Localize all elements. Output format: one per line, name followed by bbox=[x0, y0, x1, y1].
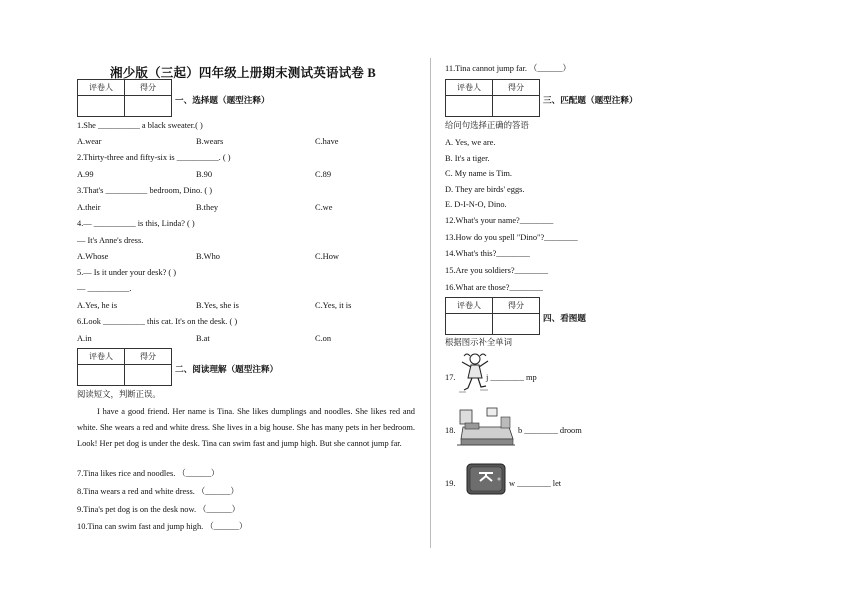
score-table-1 bbox=[77, 79, 172, 117]
q6-option-a: A.in bbox=[77, 334, 92, 343]
match-option-b: B. It's a tiger. bbox=[445, 154, 490, 163]
q17-number: 17. bbox=[445, 373, 456, 382]
q5-option-c: C.Yes, it is bbox=[315, 301, 352, 310]
q19-word: w ________ let bbox=[509, 479, 562, 488]
column-divider bbox=[430, 58, 431, 548]
q2-option-b: B.90 bbox=[196, 170, 213, 179]
q5-option-b: B.Yes, she is bbox=[196, 301, 239, 310]
q19-number: 19. bbox=[445, 479, 456, 488]
reviewer-label: 评卷人 bbox=[446, 80, 493, 96]
reviewer-cell bbox=[446, 314, 493, 335]
score-cell bbox=[493, 314, 540, 335]
q4-option-a: A.Whose bbox=[77, 252, 109, 261]
reviewer-label: 评卷人 bbox=[446, 298, 493, 314]
reading-passage: I have a good friend. Her name is Tina. She likes dumplings and noodles. She likes red and white. She wears a red and white dress. She lives in a big house. She has many pets in her bedroom. Look! Her pet dog is under the desk. Tina can swim fast and jump high. But she cannot jump far. bbox=[77, 407, 415, 448]
reviewer-label: 评卷人 bbox=[78, 349, 125, 365]
q18-word: b ________ droom bbox=[518, 426, 582, 435]
score-label: 得分 bbox=[125, 80, 172, 96]
section4-instruction: 根据图示补全单词 bbox=[445, 338, 512, 347]
q13-question: 13.How do you spell "Dino"?________ bbox=[445, 233, 578, 242]
section3-instruction: 给问句选择正确的答语 bbox=[445, 121, 529, 130]
q6-option-c: C.on bbox=[315, 334, 332, 343]
q5-answer-line: — __________. bbox=[77, 284, 132, 293]
q7-statement: 7.Tina likes rice and noodles. （______） bbox=[77, 469, 220, 478]
score-label: 得分 bbox=[125, 349, 172, 365]
score-table-3 bbox=[445, 79, 540, 117]
q4-stem: 4.— __________ is this, Linda? ( ) bbox=[77, 219, 195, 228]
section3-heading: 三、匹配题（题型注释） bbox=[543, 96, 638, 106]
q4-option-c: C.How bbox=[315, 252, 339, 261]
score-label: 得分 bbox=[493, 298, 540, 314]
score-table-2 bbox=[77, 348, 172, 386]
q9-statement: 9.Tina's pet dog is on the desk now. （______） bbox=[77, 505, 241, 514]
score-table-4 bbox=[445, 297, 540, 335]
q3-option-a: A.their bbox=[77, 203, 101, 212]
score-cell bbox=[125, 96, 172, 117]
match-option-c: C. My name is Tim. bbox=[445, 169, 513, 178]
q3-option-b: B.they bbox=[196, 203, 219, 212]
q18-number: 18. bbox=[445, 426, 456, 435]
q12-question: 12.What's your name?________ bbox=[445, 216, 554, 225]
q4-option-b: B.Who bbox=[196, 252, 220, 261]
q8-statement: 8.Tina wears a red and white dress. （______） bbox=[77, 487, 239, 496]
q6-option-b: B.at bbox=[196, 334, 210, 343]
reviewer-cell bbox=[78, 365, 125, 386]
q3-option-c: C.we bbox=[315, 203, 333, 212]
section1-heading: 一、选择题（题型注释） bbox=[175, 96, 270, 106]
match-option-e: E. D-I-N-O, Dino. bbox=[445, 200, 507, 209]
reviewer-label: 评卷人 bbox=[78, 80, 125, 96]
score-cell bbox=[493, 96, 540, 117]
q11-statement: 11.Tina cannot jump far. （______） bbox=[445, 64, 571, 73]
q14-question: 14.What's this?________ bbox=[445, 249, 530, 258]
q17-word: j ________ mp bbox=[486, 373, 537, 382]
q2-stem: 2.Thirty-three and fifty-six is __________. ( ) bbox=[77, 153, 231, 162]
score-cell bbox=[125, 365, 172, 386]
exam-title: 湘少版（三起）四年级上册期末测试英语试卷 B bbox=[110, 66, 376, 80]
q5-option-a: A.Yes, he is bbox=[77, 301, 118, 310]
q16-question: 16.What are those?________ bbox=[445, 283, 543, 292]
match-option-a: A. Yes, we are. bbox=[445, 138, 496, 147]
q2-option-c: C.89 bbox=[315, 170, 332, 179]
match-option-d: D. They are birds' eggs. bbox=[445, 185, 525, 194]
q5-stem: 5.— Is it under your desk? ( ) bbox=[77, 268, 177, 277]
q6-stem: 6.Look __________ this cat. It's on the desk. ( ) bbox=[77, 317, 238, 326]
section4-heading: 四、看图题 bbox=[543, 314, 586, 324]
reviewer-cell bbox=[78, 96, 125, 117]
q1-option-a: A.wear bbox=[77, 137, 102, 146]
wallet-image bbox=[466, 462, 506, 496]
q1-option-c: C.have bbox=[315, 137, 339, 146]
q1-option-b: B.wears bbox=[196, 137, 224, 146]
score-label: 得分 bbox=[493, 80, 540, 96]
q15-question: 15.Are you soldiers?________ bbox=[445, 266, 549, 275]
bedroom-image bbox=[457, 405, 515, 449]
reviewer-cell bbox=[446, 96, 493, 117]
section2-heading: 二、阅读理解（题型注释） bbox=[175, 365, 279, 375]
q2-option-a: A.99 bbox=[77, 170, 94, 179]
q3-stem: 3.That's __________ bedroom, Dino. ( ) bbox=[77, 186, 213, 195]
q4-answer-line: — It's Anne's dress. bbox=[77, 236, 144, 245]
q10-statement: 10.Tina can swim fast and jump high. （______） bbox=[77, 522, 248, 531]
section2-instruction: 阅读短文，判断正误。 bbox=[77, 390, 161, 399]
q1-stem: 1.She __________ a black sweater.( ) bbox=[77, 121, 203, 130]
